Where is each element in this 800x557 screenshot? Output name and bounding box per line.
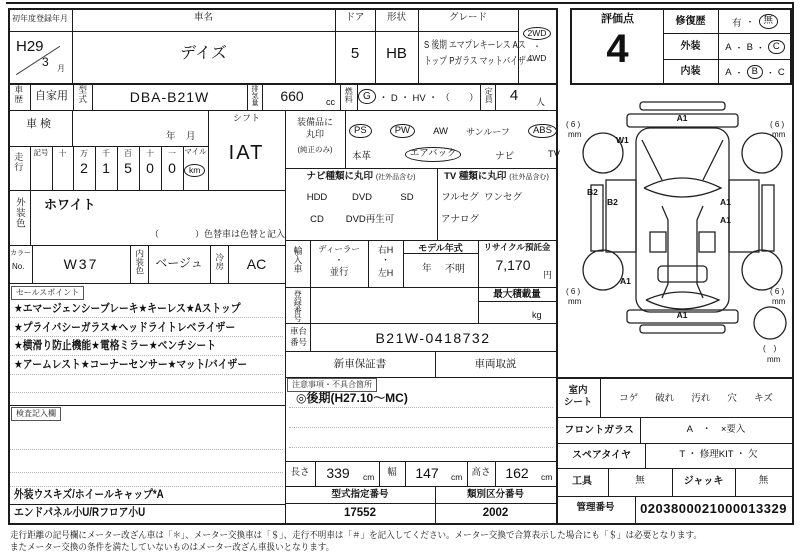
rating-score: 4: [606, 27, 629, 71]
first-registration-year: H29: [16, 38, 44, 55]
width-unit: cm: [451, 472, 463, 482]
exterior-grade-c-mark: C: [768, 40, 785, 55]
diagram-rear-panel-label: A1: [676, 310, 688, 320]
recycle-value: 7,170: [495, 257, 531, 273]
equipment-navi: ナビ: [495, 150, 515, 162]
shift-value: IAT: [228, 142, 265, 164]
grade-c: C: [777, 66, 785, 78]
body-shape-label: 形状: [386, 12, 406, 23]
management-number-value: 0203800021000013329: [640, 501, 787, 516]
spare-tread-paren: ( ): [763, 344, 777, 353]
cooler-label: 冷房: [214, 253, 225, 270]
grade-label: グレード: [448, 12, 487, 23]
shaken-year-unit: 年: [166, 131, 176, 142]
tread-depth-front-right: ( 6 ): [770, 120, 785, 129]
equipment-aw: AW: [433, 125, 449, 137]
tv-fullseg: フルセグ: [441, 192, 479, 203]
displacement-unit: cc: [326, 97, 335, 107]
grid-line: [8, 523, 794, 525]
warranty-label: 新車保証書: [333, 358, 387, 370]
seat-item: 穴: [727, 393, 737, 404]
mileage-digit-header: 一: [168, 149, 176, 158]
rear-right-wheel: [742, 250, 782, 290]
diagram-sill-b2-label: B2: [587, 187, 598, 197]
grade-b: B: [746, 41, 753, 53]
grid-line: [600, 377, 601, 417]
windshield-value: A ・ ×要入: [686, 424, 746, 435]
equipment-sunroof: サンルーフ: [466, 126, 510, 137]
first-registration-label: 初年度登録年月: [12, 14, 68, 23]
mm-unit: mm: [767, 355, 781, 364]
dot: ・: [734, 42, 744, 53]
car-name: デイズ: [180, 45, 227, 62]
grid-line: [478, 301, 556, 302]
interior-grade-label: 内装: [680, 66, 701, 77]
grid-line: [72, 110, 73, 146]
grid-line: [210, 245, 211, 283]
grid-line: [6, 2, 794, 4]
mm-unit: mm: [568, 130, 582, 139]
km-unit-mark: [184, 164, 205, 177]
model-code: DBA-B21W: [129, 89, 210, 105]
grid-line: [8, 245, 285, 246]
shaken-label: 車検: [26, 118, 54, 130]
grid-line: [285, 168, 556, 169]
interior-color-label: 内装色: [134, 249, 145, 275]
grade-line-2: トップ Pガラス マットバイザー: [424, 55, 534, 67]
tv-analog: アナログ: [440, 214, 479, 225]
jack-label: ジャッキ: [683, 476, 724, 487]
height-value: 162: [505, 465, 529, 481]
grid-line: [30, 190, 31, 245]
grid-line: [130, 245, 131, 283]
door-count: 5: [350, 45, 360, 62]
length-label: 長さ: [290, 467, 310, 478]
mileage-digit: 0: [146, 160, 154, 176]
footer-note-line: 走行距離の記号欄にメーター改ざん車は「＊」、メーター交換車は「＄」、走行不明車は「＃」を記入してください。メーター交換で合算表示した場合にも「＄」は必要となります。: [10, 530, 702, 540]
door-label: ドア: [345, 12, 365, 23]
repair-yes: 有: [731, 17, 742, 29]
notes-value: ◎後期(H27.10～MC): [296, 391, 408, 405]
grid-line: [285, 351, 556, 352]
equipment-row-2: [346, 144, 566, 165]
month-unit: 月: [57, 64, 65, 73]
seat-label-2: シート: [563, 397, 593, 408]
grid-line: [663, 33, 790, 34]
a-pillar-lines: [642, 140, 723, 180]
mileage-label: 走行: [13, 152, 24, 172]
displacement-label: 排気量: [251, 85, 259, 106]
mileage-digit: 0: [168, 160, 176, 176]
seat-label-1: 室内: [568, 385, 588, 396]
management-number-label: 管理番号: [576, 502, 615, 513]
equipment-row-1: [346, 118, 560, 144]
rear-window: [646, 292, 719, 309]
inspector-note-line: 外装ウスキズ/ホイールキャップ*A: [14, 489, 164, 501]
car-top-view-diagram: [558, 88, 794, 380]
seat-item: 破れ: [655, 393, 675, 404]
body-shape: HB: [386, 45, 407, 62]
mm-unit: mm: [772, 297, 786, 306]
grid-line: [247, 83, 248, 110]
seat-condition-items: [602, 383, 790, 411]
tv-oneseg: ワンセグ: [483, 192, 522, 203]
grid-line: [556, 443, 792, 444]
fuel-label: 燃料: [344, 87, 354, 103]
displacement: 660: [280, 88, 304, 104]
sales-point-line: ★エマージェンシーブレーキ★キーレス★Aストップ: [14, 303, 241, 315]
shift-label: シフト: [232, 113, 260, 123]
mileage-digit-header: 十: [58, 149, 67, 158]
nav-type-title-text: ナビ種類に丸印: [306, 171, 374, 182]
mm-unit: mm: [568, 297, 582, 306]
model-year-label: モデル年式: [418, 243, 463, 253]
grid-line: [340, 83, 341, 110]
registration-label: 登録番号: [293, 290, 303, 322]
max-load-label: 最大積載量: [493, 289, 541, 300]
shaken-month-unit: 月: [186, 131, 196, 142]
usage-history-label: 車歴: [13, 85, 24, 104]
tread-depth-rear-left: ( 6 ): [566, 287, 581, 296]
grid-line: [8, 8, 10, 523]
import-parallel: 並行: [329, 267, 349, 278]
cabin-floor-lines: [662, 206, 703, 298]
import-dealer: ディーラー: [318, 244, 360, 254]
spare-tire-circle: [754, 307, 786, 339]
windshield: [644, 178, 721, 197]
grid-line: [556, 377, 792, 379]
chassis-label-1: 車台: [290, 326, 308, 336]
body-color-note: （ ）色替車は色替と記入: [150, 229, 286, 239]
tv-type-title: [437, 171, 556, 183]
grid-line: [285, 287, 556, 288]
drivetrain-4wd: 4WD: [527, 53, 547, 64]
dotted-line: [289, 407, 553, 408]
sales-point-line: ★横滑り防止機能★電格ミラー★ベンチシート: [14, 340, 217, 352]
grid-line: [8, 8, 556, 10]
tread-depth-rear-right: ( 6 ): [770, 287, 785, 296]
tread-depth-front-left: ( 6 ): [566, 120, 581, 129]
rating-label: 評価点: [601, 13, 634, 25]
exterior-grade-label: 外装: [680, 41, 701, 52]
tv-type-title-text: TV 種類に丸印: [444, 171, 507, 182]
equipment-tv: TV: [547, 149, 560, 160]
grid-line: [285, 486, 556, 487]
seat-item: 汚れ: [691, 393, 711, 404]
import-right-h: 右H: [377, 245, 394, 255]
rear-bench-seat: [658, 266, 707, 282]
sales-point-line: ★アームレスト★コーナーセンサー★マット/バイザー: [14, 359, 248, 371]
grid-line: [73, 83, 74, 110]
grid-line: [556, 496, 792, 497]
grid-line: [285, 461, 556, 462]
interior-color: ベージュ: [155, 256, 203, 270]
chassis-label-2: 番号: [290, 337, 308, 347]
grid-line: [718, 10, 719, 83]
equipment-label-2: 丸印: [305, 129, 324, 139]
spare-tire-value: T ・ 修理KIT ・ 欠: [679, 449, 758, 460]
dotted-line: [289, 447, 553, 448]
import-left-h: 左H: [377, 268, 394, 278]
right-seat: [699, 232, 715, 252]
dotted-line: [10, 486, 283, 487]
import-label: 輸入車: [292, 246, 303, 273]
mileage-digit: 2: [80, 160, 88, 176]
grade-a: A: [725, 41, 732, 53]
color-no-value: W37: [63, 256, 99, 272]
model-year-value: 不明: [445, 264, 465, 275]
sales-point-line: ★プライバシーガラス★ヘッドライトレベライザー: [14, 322, 236, 334]
seat-item: コゲ: [619, 393, 639, 404]
height-unit: cm: [541, 472, 553, 482]
grid-line: [285, 323, 556, 324]
diagram-door-a1-label: A1: [720, 197, 731, 207]
fuel-selected-mark: G: [358, 89, 376, 105]
equipment-label-3: (純正のみ): [297, 145, 333, 154]
grid-line: [8, 190, 285, 191]
color-no-label-1: カラー: [10, 250, 31, 257]
type-spec-label: 型式指定番号: [331, 489, 389, 500]
grid-line: [285, 503, 556, 504]
dot: ・: [745, 17, 755, 27]
diagram-rear-left-a1-label: A1: [620, 276, 631, 286]
recycle-unit: 円: [543, 270, 553, 280]
equipment-pw-mark: PW: [390, 124, 415, 139]
capacity-label: 定員: [484, 87, 494, 103]
mileage-sign-header: 記号: [33, 148, 49, 157]
mileage-digit-header: 百: [124, 149, 132, 158]
equipment-ps-mark: PS: [349, 124, 372, 139]
repair-history-label: 修復歴: [675, 16, 706, 27]
grid-line: [8, 405, 285, 406]
front-trim-strip: [640, 102, 725, 110]
max-load-unit: kg: [532, 310, 542, 320]
model-code-label: 型式: [77, 85, 88, 104]
drivetrain-cell: [518, 16, 556, 74]
import-dot: ・: [334, 255, 344, 265]
nav-type-title: [285, 171, 437, 183]
cooler-value: AC: [246, 256, 267, 272]
left-seat: [650, 232, 666, 252]
left-door-panel: [606, 180, 636, 252]
rear-trim-strip: [640, 325, 725, 333]
fuel-options: [358, 85, 478, 108]
manual-label: 車両取説: [474, 358, 517, 370]
mileage-digit: 5: [124, 160, 132, 176]
equipment-airbag-mark: エアバック: [405, 147, 462, 162]
grade-a: A: [725, 66, 732, 78]
height-label: 高さ: [471, 467, 491, 478]
interior-grade-options: [720, 61, 790, 83]
capacity: 4: [509, 87, 519, 104]
dotted-line: [10, 392, 283, 393]
width-value: 147: [415, 465, 439, 481]
car-name-label: 車名: [193, 12, 213, 23]
dot: ・: [765, 67, 775, 78]
mileage-digit: 1: [102, 160, 110, 176]
drivetrain-dot: ・: [533, 42, 541, 52]
tv-type-title-note: (社外品含む): [509, 174, 549, 181]
seat-item: キズ: [754, 393, 773, 404]
grid-line: [8, 110, 556, 111]
import-dot-2: ・: [381, 255, 390, 265]
diagram-door-b2-label: B2: [607, 197, 618, 207]
body-color-value: ホワイト: [44, 197, 96, 212]
body-color-label: 外装色: [13, 197, 25, 229]
nav-dvd: DVD: [351, 192, 373, 203]
nav-dvd-play: DVD再生可: [345, 214, 395, 225]
nav-sd: SD: [400, 192, 414, 203]
dotted-line: [10, 355, 283, 356]
class-number-value: 2002: [482, 507, 509, 519]
grid-line: [8, 31, 518, 32]
equipment-abs-mark: ABS: [528, 124, 557, 139]
equipment-leather: 本革: [352, 150, 372, 162]
diagram-w1-label: W1: [616, 135, 629, 145]
diagram-front-panel-label: A1: [676, 113, 688, 123]
jack-value: 無: [758, 475, 769, 486]
dotted-line: [10, 317, 283, 318]
inspector-note-line: エンドパネル小U/Rフロア小U: [14, 507, 146, 519]
dotted-line: [10, 472, 283, 473]
grid-line: [663, 59, 790, 60]
dot: ・: [755, 42, 765, 53]
usage-history: 自家用: [35, 90, 68, 102]
rear-left-wheel: [583, 250, 623, 290]
windshield-label: フロントガラス: [564, 425, 634, 436]
dotted-line: [289, 427, 553, 428]
class-number-label: 類別区分番号: [466, 489, 524, 500]
grid-line: [480, 83, 481, 110]
grid-line: [8, 146, 208, 147]
mm-unit: mm: [772, 130, 786, 139]
grid-line: [285, 240, 556, 241]
nav-cd: CD: [310, 214, 324, 225]
grid-line: [556, 468, 792, 469]
model-year-unit: 年: [422, 263, 432, 274]
chassis-number: B21W-0418732: [375, 330, 491, 346]
repair-history-options: [720, 11, 790, 32]
mileage-digit-header: 千: [102, 149, 110, 158]
right-sill-panel: [762, 185, 774, 251]
capacity-unit: 人: [536, 97, 546, 107]
width-label: 幅: [387, 467, 397, 478]
mileage-digit-header: 万: [80, 149, 88, 158]
interior-grade-b-mark: B: [747, 65, 763, 80]
grid-line: [8, 283, 285, 284]
first-registration-month: 3: [42, 55, 49, 69]
length-value: 339: [326, 465, 350, 481]
nav-type-title-note: (社外品含む): [375, 174, 416, 181]
dotted-line: [10, 336, 283, 337]
color-no-label-2: No.: [12, 262, 25, 271]
tool-label: 工具: [572, 476, 592, 487]
equipment-label-1: 装備品に: [296, 117, 333, 127]
footer-note-line: またメーター交換の条件を満たしていないものはメーター改ざん車扱いとなります。: [10, 542, 335, 552]
type-spec-value: 17552: [344, 507, 376, 519]
recycle-label: リサイクル預託金: [483, 242, 551, 252]
length-unit: cm: [363, 472, 375, 482]
inspector-notes-tab: 検査記入欄: [11, 407, 61, 421]
fuel-options-rest: ・ D ・ HV ・ （ ）: [378, 92, 479, 104]
sales-points-tab: セールスポイント: [11, 286, 84, 300]
dotted-line: [10, 374, 283, 375]
drivetrain-2wd-mark: 2WD: [523, 27, 552, 40]
diagram-door-a1-label: A1: [720, 215, 731, 225]
km-mark: km: [184, 164, 205, 177]
mileage-digit-header: 十: [146, 149, 154, 158]
right-door-panel: [729, 180, 759, 252]
grade-line-1: S 後期 エマプレキーレス Aス: [424, 39, 526, 51]
spare-tire-label: スペアタイヤ: [571, 450, 632, 461]
tool-value: 無: [635, 475, 645, 486]
dotted-line: [10, 449, 283, 450]
repair-no-mark: 無: [759, 14, 779, 29]
dot: ・: [734, 67, 744, 78]
exterior-grade-options: [720, 36, 790, 58]
grid-line: [556, 417, 792, 418]
nav-hdd: HDD: [306, 192, 328, 203]
notes-label-tab: 注意事項・不具合箇所: [287, 378, 377, 392]
grid-line: [8, 504, 285, 505]
mile-label: マイル: [184, 147, 207, 156]
